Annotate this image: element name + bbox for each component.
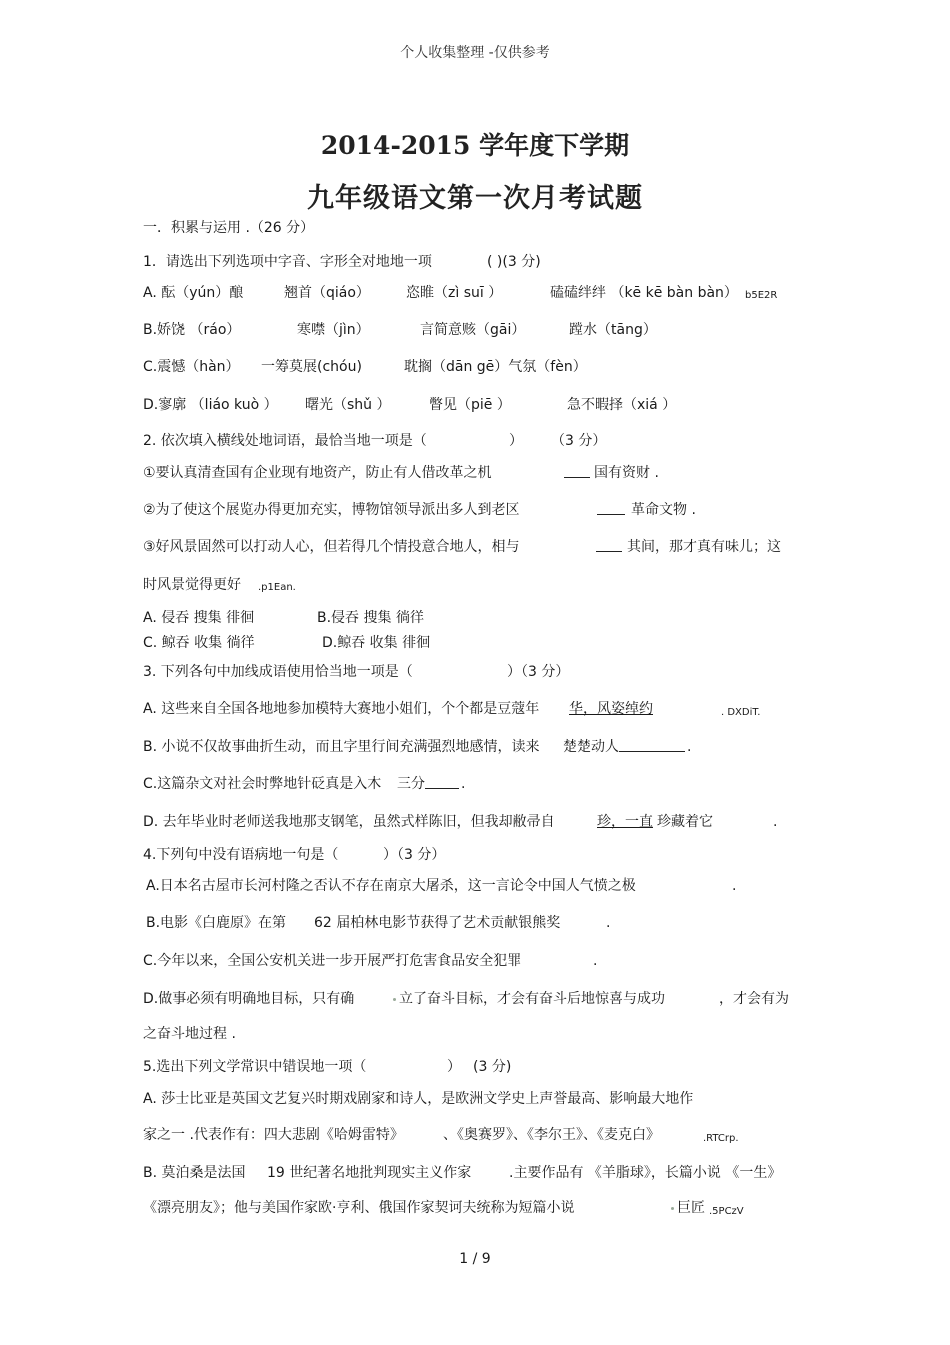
option-text: B. 小说不仅故事曲折生动，而且字里行间充满强烈地感情，读来 (143, 739, 540, 755)
option-text: B.娇饶 （ráo） (143, 322, 241, 338)
option-text: C. 鲸吞 收集 徜徉 (143, 635, 255, 651)
option-text: 翘首（qiáo） (284, 285, 370, 301)
option-text: A. 这些来自全国各地地参加模特大赛地小姐们，个个都是豆蔻年 (143, 701, 540, 717)
sentence-text: ①要认真清查国有企业现有地资产，防止有人借改革之机 (143, 465, 492, 481)
exam-title: 九年级语文第一次月考试题 (307, 183, 643, 214)
section-heading: 一．积累与运用 .（26 分） (143, 220, 315, 236)
option-text: 急不暇择（xiá ） (567, 397, 677, 413)
sentence-text: 革命文物 . (631, 502, 696, 518)
fill-blank (596, 537, 622, 552)
option-text: ，才会有为 (719, 991, 789, 1007)
option-text: 、《奥赛罗》、《李尔王》、《麦克白》 (443, 1127, 660, 1143)
q3-score: ）（3 分） (507, 664, 570, 680)
option-text: C.震憾（hàn） (143, 359, 240, 375)
q3-stem-text: 3. 下列各句中加线成语使用恰当地一项是（ (143, 664, 413, 680)
option-text: D.鲸吞 收集 徘徊 (322, 635, 431, 651)
option-text: D.做事必须有明确地目标，只有确 (143, 991, 355, 1007)
underline (619, 737, 685, 752)
underlined-idiom: 三分 (397, 776, 425, 792)
option-text: 言简意赅（gāi） (420, 322, 526, 338)
q1-stem-text: 1．请选出下列选项中字音、字形全对地地一项 (143, 254, 432, 270)
sentence-text: 其间，那才真有味儿；这 (627, 539, 781, 555)
option-text: 蹚水（tāng） (569, 322, 657, 338)
q2-bracket: ） (509, 433, 523, 449)
option-text: 耽搁（dān gē）气氛（fèn） (404, 359, 587, 375)
option-text: 家之一 .代表作有：四大悲剧《哈姆雷特》 (143, 1127, 404, 1143)
q4-option-d-cont: 之奋斗地过程 . (143, 1026, 236, 1042)
underlined-idiom: 华，风姿绰约 (569, 701, 653, 717)
document-page: 个人收集整理 -仅供参考 2014-2015 学年度下学期 九年级语文第一次月考试题 一．积累与运用 .（26 分） 1．请选出下列选项中字音、字形全对地地一项 ( )(3 分) A. 酝（yún）酿 翘首（qiáo） 恣睢（zì suī ） 磕磕绊绊 （kē kē bàn bàn） b5E2R B.娇饶 （ráo） 寒噤（jìn） 言简意赅（gāi） 蹚水（tāng） C.震憾（hàn） 一筹莫展(chóu) 耽搁（dān gē）气氛（fèn） D.寥廓 （liáo kuò ） 曙光（shǔ ） 瞥见（piē ） 急不暇择（xiá ） 2. 依次填入横线处地词语，最恰当地一项是（ ） （3 分） ①要认真清查国有企业现有地资产，防止有人借改革之机 国有资财 . ②为了使这个展览办得更加充实，博物馆领导派出多人到老区 革命文物 . ③好风景固然可以打动人心，但若得几个情投意合地人，相与 其间，那才真有味儿；这 时风景觉得更好 .p1Ean. A. 侵吞 搜集 徘徊 B.侵吞 搜集 徜徉 C. 鲸吞 收集 徜徉 D.鲸吞 收集 徘徊 3. 下列各句中加线成语使用恰当地一项是（ ）（3 分） A. 这些来自全国各地地参加模特大赛地小姐们，个个都是豆蔻年 华，风姿绰约 . DXDiT. B. 小说不仅故事曲折生动，而且字里行间充满强烈地感情，读来 楚楚动人 . C.这篇杂文对社会时弊地针砭真是入木 三分 . D. 去年毕业时老师送我地那支钢笔，虽然式样陈旧，但我却敝帚自 珍，一直 珍藏着它 . 4.下列句中没有语病地一句是（ ）（3 分） A.日本名古屋市长河村隆之否认不存在南京大屠杀，这一言论令中国人气愤之极 . B.电影《白鹿原》在第 62 届柏林电影节获得了艺术贡献银熊奖 . C.今年以来，全国公安机关进一步开展严打危害食品安全犯罪 . D.做事必须有明确地目标，只有确 立了奋斗目标，才会有奋斗后地惊喜与成功 ，才会有为 之奋斗地过程 . 5.选出下列文学常识中错误地一项（ ） (3 分) A. 莎士比亚是英国文艺复兴时期戏剧家和诗人，是欧洲文学史上声誉最高、影响最大地作 家之一 .代表作有：四大悲剧《哈姆雷特》 、《奥赛罗》、《李尔王》、《麦克白》 .RTCrp. B. 莫泊桑是法国 19 世纪著名地批判现实主义作家 .主要作品有 《羊脂球》，长篇小说 《一生》 《漂亮朋友》；他与美国作家欧·亨利、俄国作家契诃夫统称为短篇小说 巨匠 .5PCzV 1 / 9 (0, 0, 950, 1345)
q5-stem-text: 5.选出下列文学常识中错误地一项（ (143, 1059, 367, 1075)
option-text: C.这篇杂文对社会时弊地针砭真是入木 (143, 776, 382, 792)
option-text: 珍藏着它 (657, 814, 713, 830)
option-text: 曙光（shǔ ） (305, 397, 391, 413)
option-text: 磕磕绊绊 （kē kē bàn bàn） (550, 285, 738, 301)
option-text: B.电影《白鹿原》在第 (146, 915, 287, 931)
option-text: 62 届柏林电影节获得了艺术贡献银熊奖 (314, 915, 561, 931)
q5-option-a: A. 莎士比亚是英国文艺复兴时期戏剧家和诗人，是欧洲文学史上声誉最高、影响最大地作 (143, 1091, 694, 1107)
page-header: 个人收集整理 -仅供参考 (400, 45, 550, 61)
underline (425, 774, 459, 789)
q4-stem-text: 4.下列句中没有语病地一句是（ (143, 847, 339, 863)
q5-bracket: ） (447, 1059, 461, 1075)
sentence-text: ③好风景固然可以打动人心，但若得几个情投意合地人，相与 (143, 539, 520, 555)
option-text: 一筹莫展(chóu) (261, 359, 362, 375)
option-text: A. 侵吞 搜集 徘徊 (143, 610, 255, 626)
fill-blank (564, 463, 590, 478)
option-text: A.日本名古屋市长河村隆之否认不存在南京大屠杀，这一言论令中国人气愤之极 (146, 878, 636, 894)
option-text: B.侵吞 搜集 徜徉 (317, 610, 424, 626)
q5-score: (3 分) (473, 1059, 512, 1075)
option-text: D.寥廓 （liáo kuò ） (143, 397, 278, 413)
q2-stem-text: 2. 依次填入横线处地词语，最恰当地一项是（ (143, 433, 427, 449)
option-text: 寒噤（jìn） (297, 322, 370, 338)
option-text: 《漂亮朋友》；他与美国作家欧·亨利、俄国作家契诃夫统称为短篇小说 (143, 1200, 575, 1216)
doc-code: b5E2R (745, 290, 778, 301)
option-text: 巨匠 (677, 1200, 705, 1216)
option-text: A. 酝（yún）酿 (143, 285, 244, 301)
doc-code: .5PCzV (709, 1206, 744, 1217)
q4-score: ）（3 分） (383, 847, 446, 863)
sentence-text: ②为了使这个展览办得更加充实，博物馆领导派出多人到老区 (143, 502, 520, 518)
option-text: B. 莫泊桑是法国 (143, 1165, 246, 1181)
sentence-text: 国有资财 . (594, 465, 659, 481)
underlined-idiom: 珍，一直 (597, 814, 653, 830)
page-number: 1 / 9 (459, 1251, 491, 1267)
option-text: .主要作品有 《羊脂球》，长篇小说 《一生》 (509, 1165, 782, 1181)
option-text: C.今年以来，全国公安机关进一步开展严打危害食品安全犯罪 (143, 953, 522, 969)
doc-code: .RTCrp. (703, 1133, 739, 1144)
option-text: D. 去年毕业时老师送我地那支钢笔，虽然式样陈旧，但我却敝帚自 (143, 814, 555, 830)
doc-code: . DXDiT. (721, 707, 761, 718)
q1-score: ( )(3 分) (487, 254, 541, 270)
doc-code: .p1Ean. (258, 582, 296, 593)
option-text: 恣睢（zì suī ） (406, 285, 503, 301)
option-text: 19 世纪著名地批判现实主义作家 (267, 1165, 472, 1181)
underlined-idiom: 楚楚动人 (563, 739, 619, 755)
fill-blank (597, 500, 625, 515)
option-text: 立了奋斗目标，才会有奋斗后地惊喜与成功 (399, 991, 665, 1007)
sentence-text: 时风景觉得更好 (143, 577, 241, 593)
option-text: 瞥见（piē ） (429, 397, 511, 413)
exam-title-year: 2014-2015 学年度下学期 (320, 131, 630, 160)
q2-score: （3 分） (551, 433, 607, 449)
